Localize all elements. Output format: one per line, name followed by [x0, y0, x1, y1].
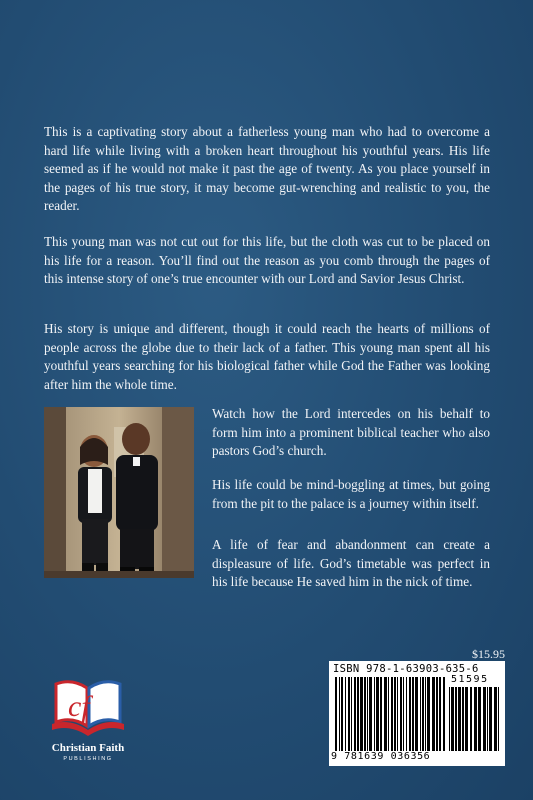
publisher-subtitle: PUBLISHING	[63, 756, 113, 762]
publisher-name: Christian Faith	[51, 742, 125, 754]
logo-letters: cf	[68, 690, 90, 723]
isbn-barcode	[329, 661, 505, 766]
publisher-logo	[48, 676, 128, 742]
author-photo-image	[44, 407, 194, 578]
isbn-label: ISBN 978-1-63903-635-6	[333, 663, 479, 675]
author-photo	[44, 407, 194, 578]
blurb-side-paragraph-3: A life of fear and abandonment can create a displeasure of life. God’s timetable was perfect in his life because He saved him in the nick of time.	[212, 537, 490, 590]
blurb-paragraph-2: This young man was not cut out for this life, but the cloth was cut to be placed on his life for a reason. You’ll find out the reason as you comb through the pages of this intense story of one’s true encounter with our Lord and Savior Jesus Christ.	[44, 234, 490, 287]
addon-barcode-bars	[449, 687, 499, 751]
blurb-paragraph-1: This is a captivating story about a fatherless young man who had to overcome a hard life while living with a broken heart throughout his youthful years. His life seemed as if he would not make it past the age of twenty. As you place yourself in the pages of his true story, it may become gut-wrenching and realistic to you, the reader.	[44, 124, 490, 214]
blurb-paragraph-3: His story is unique and different, though it could reach the hearts of millions of people across the globe due to their lack of a father. This young man spent all his youthful years searching for his biological father while God the Father was looking after him the whole time.	[44, 321, 490, 392]
blurb-side-paragraph-2: His life could be mind-boggling at times, but going from the pit to the palace is a journey within itself.	[212, 477, 490, 511]
ean-digits: 9 781639 036356	[331, 751, 431, 762]
ean-barcode-bars	[335, 677, 445, 751]
price: $15.95	[472, 647, 505, 661]
blurb-side-paragraph-1: Watch how the Lord intercedes on his behalf to form him into a prominent biblical teacher who also pastors God’s church.	[212, 406, 490, 459]
addon-digits: 51595	[451, 674, 489, 685]
open-book-icon	[48, 676, 128, 742]
